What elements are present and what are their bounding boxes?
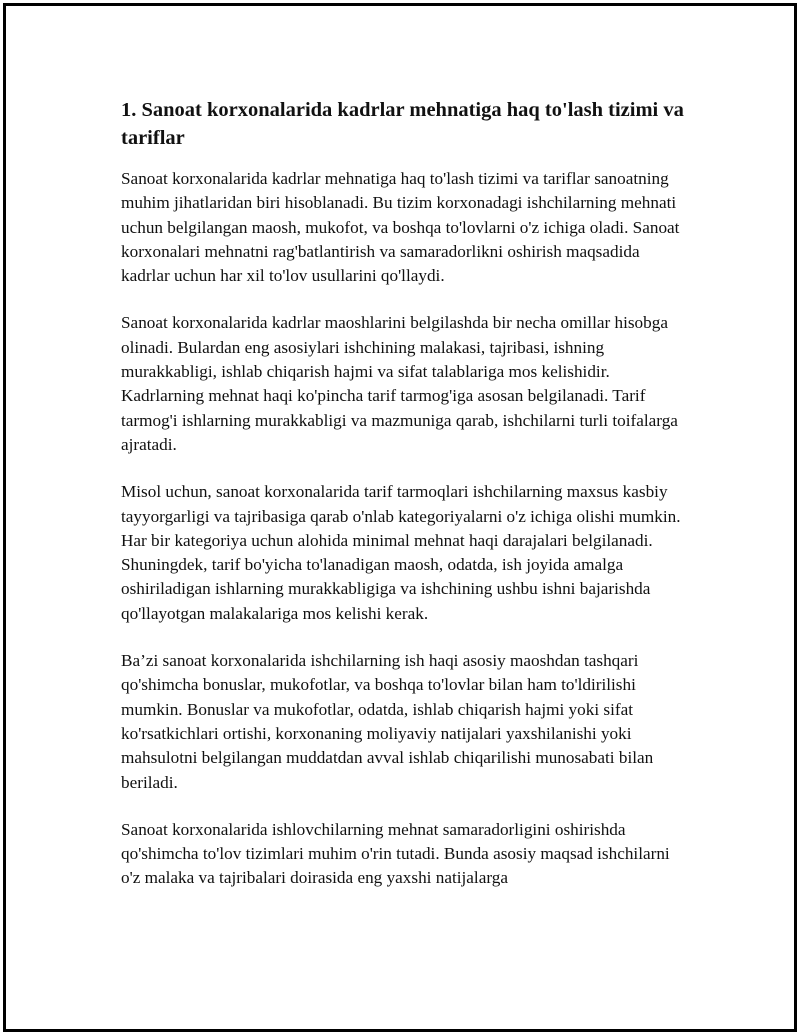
paragraph-1: Sanoat korxonalarida kadrlar mehnatiga haq to'lash tizimi va tariflar sanoatning muhim jihatlaridan biri hisoblanadi. Bu tizim korxonadagi ishchilarning mehnati uchun belgilangan maosh, mukofot, va boshqa to'lovlarni o'z ichiga oladi. Sanoat korxonalari mehnatni rag'batlantirish va samaradorlikni oshirish maqsadida kadrlar uchun har xil to'lov usullarini qo'llaydi. bbox=[121, 169, 680, 286]
document-body bbox=[121, 96, 686, 914]
document-page bbox=[3, 3, 797, 1032]
paragraph-4: Ba’zi sanoat korxonalarida ishchilarning ish haqi asosiy maoshdan tashqari qo'shimcha bonuslar, mukofotlar, va boshqa to'lovlar bilan ham to'ldirilishi mumkin. Bonuslar va mukofotlar, odatda, ishlab chiqarish hajmi yoki sifat ko'rsatkichlari ortishi, korxonaning moliyaviy natijalari yaxshilanishi yoki mahsulotni belgilangan muddatdan avval ishlab chiqarilishi munosabati bilan beriladi. bbox=[121, 651, 654, 792]
paragraph-5: Sanoat korxonalarida ishlovchilarning mehnat samaradorligini oshirishda qo'shimcha to'lov tizimlari muhim o'rin tutadi. Bunda asosiy maqsad ishchilarni o'z malaka va tajribalari doirasida eng yaxshi natijalarga bbox=[121, 819, 670, 888]
paragraph-2: Sanoat korxonalarida kadrlar maoshlarini belgilashda bir necha omillar hisobga olinadi. Bulardan eng asosiylari ishchining malakasi, tajribasi, ishning murakkabligi, ishlab chiqarish hajmi va sifat talablariga mos kelishidir. Kadrlarning mehnat haqi ko'pincha tarif tarmog'iga asosan belgilanadi. Tarif tarmog'i ishlarning murakkabligi va mazmuniga qarab, ishchilarni turli toifalarga ajratadi. bbox=[121, 313, 678, 454]
section-heading: 1. Sanoat korxonalarida kadrlar mehnatiga haq to'lash tizimi va tariflar bbox=[121, 99, 684, 149]
paragraph-3: Misol uchun, sanoat korxonalarida tarif tarmoqlari ishchilarning maxsus kasbiy tayyorgarligi va tajribasiga qarab o'nlab kategoriyalarni o'z ichiga olishi mumkin. Har bir kategoriya uchun alohida minimal mehnat haqi darajalari belgilanadi. Shuningdek, tarif bo'yicha to'lanadigan maosh, odatda, ish joyida amalga oshiriladigan ishlarning murakkabligiga va ishchining ushbu ishni bajarishda qo'llayotgan malakalariga mos kelishi kerak. bbox=[121, 482, 681, 623]
